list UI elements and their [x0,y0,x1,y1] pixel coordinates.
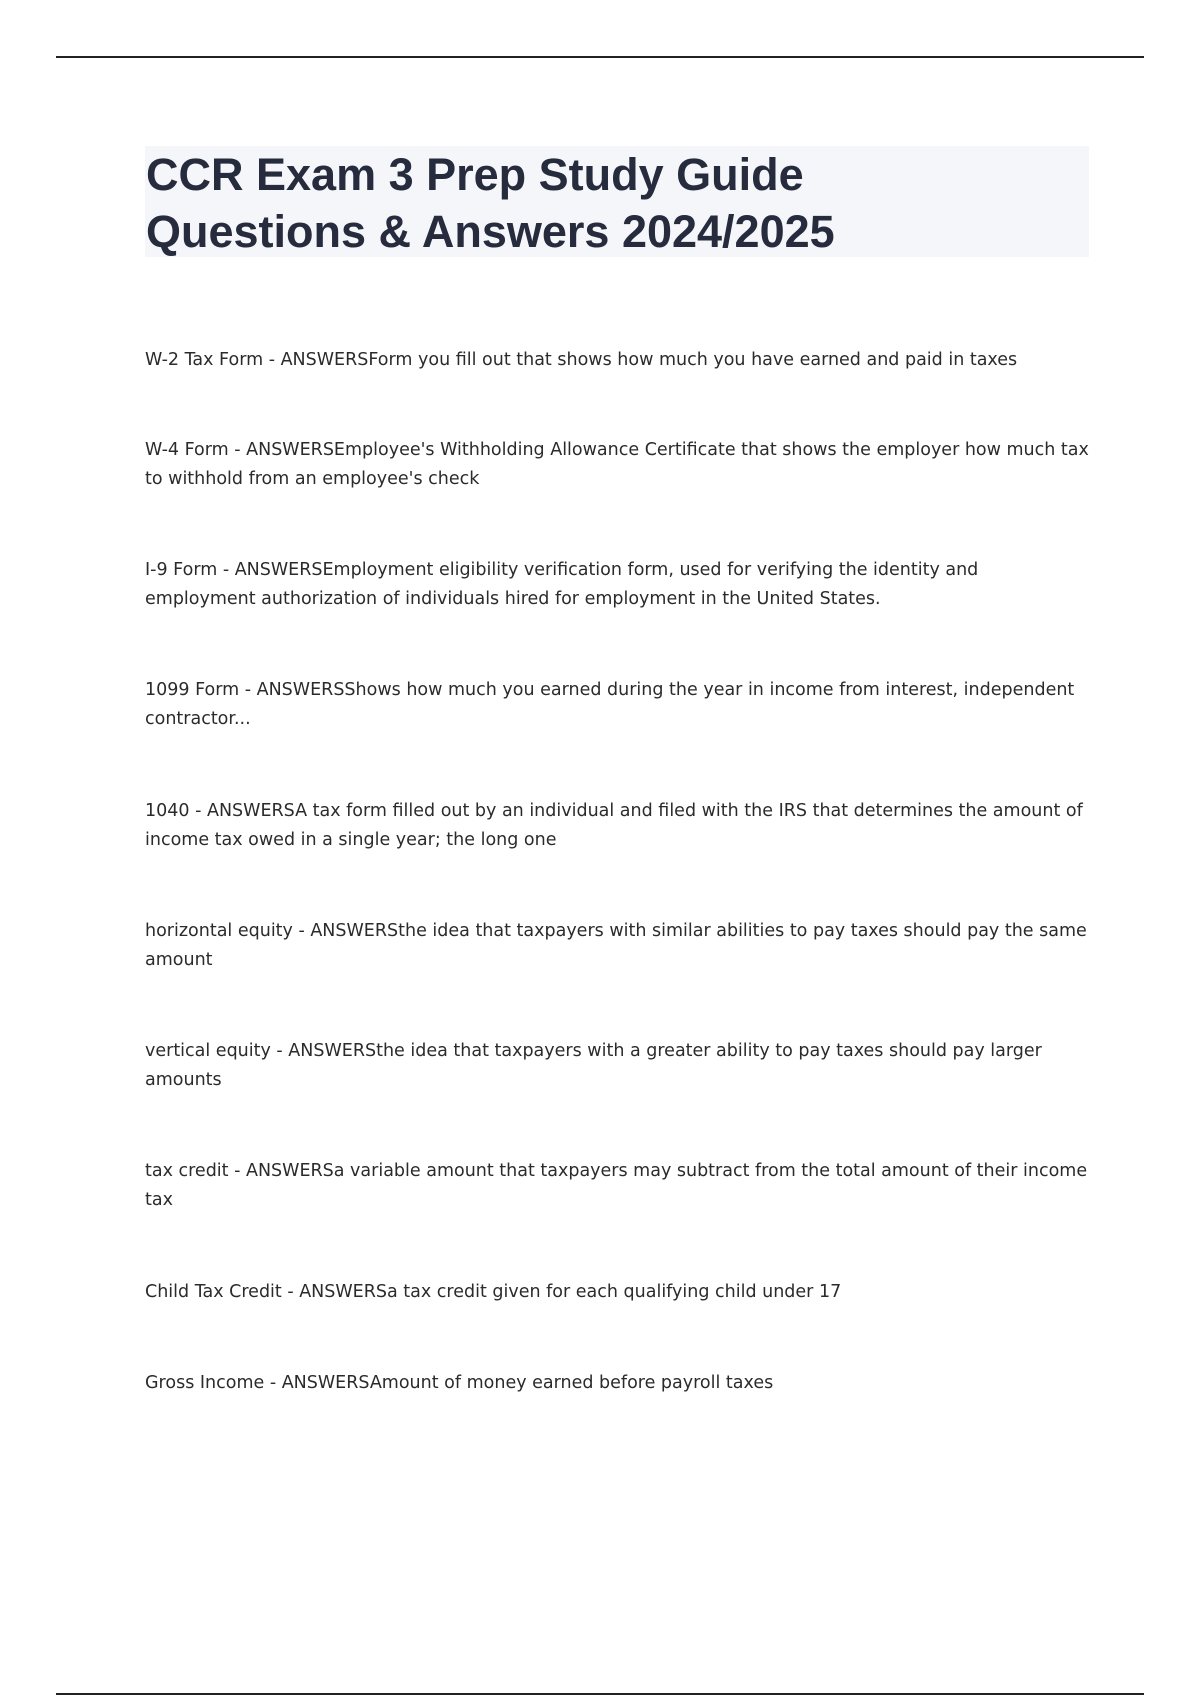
qa-item-i9: I-9 Form - ANSWERSEmployment eligibility verification form, used for verifying the identity and employment authorization of individuals hired for employment in the United States. [145,560,979,609]
page-title-line-1: CCR Exam 3 Prep Study Guide [146,149,804,200]
qa-item-gross-income: Gross Income - ANSWERSAmount of money earned before payroll taxes [145,1373,774,1393]
page-title [145,146,1089,260]
page-title-line-2: Questions & Answers 2024/2025 [146,206,835,257]
top-rule [56,56,1144,58]
qa-item-child-tax-credit: Child Tax Credit - ANSWERSa tax credit given for each qualifying child under 17 [145,1282,842,1302]
qa-item-1040: 1040 - ANSWERSA tax form filled out by an individual and filed with the IRS that determines the amount of income tax owed in a single year; the long one [145,801,1083,850]
qa-item-tax-credit: tax credit - ANSWERSa variable amount that taxpayers may subtract from the total amount of their income tax [145,1161,1088,1210]
qa-item-w4: W-4 Form - ANSWERSEmployee's Withholding Allowance Certificate that shows the employer how much tax to withhold from an employee's check [145,440,1089,489]
title-block [145,146,1089,257]
bottom-rule [56,1693,1144,1695]
qa-item-1099: 1099 Form - ANSWERSShows how much you earned during the year in income from interest, independent contractor... [145,680,1075,729]
qa-item-vertical-equity: vertical equity - ANSWERSthe idea that taxpayers with a greater ability to pay taxes should pay larger amounts [145,1041,1042,1090]
qa-item-horizontal-equity: horizontal equity - ANSWERSthe idea that taxpayers with similar abilities to pay taxes should pay the same amount [145,921,1087,970]
qa-item-w2: W-2 Tax Form - ANSWERSForm you fill out that shows how much you have earned and paid in taxes [145,350,1018,370]
